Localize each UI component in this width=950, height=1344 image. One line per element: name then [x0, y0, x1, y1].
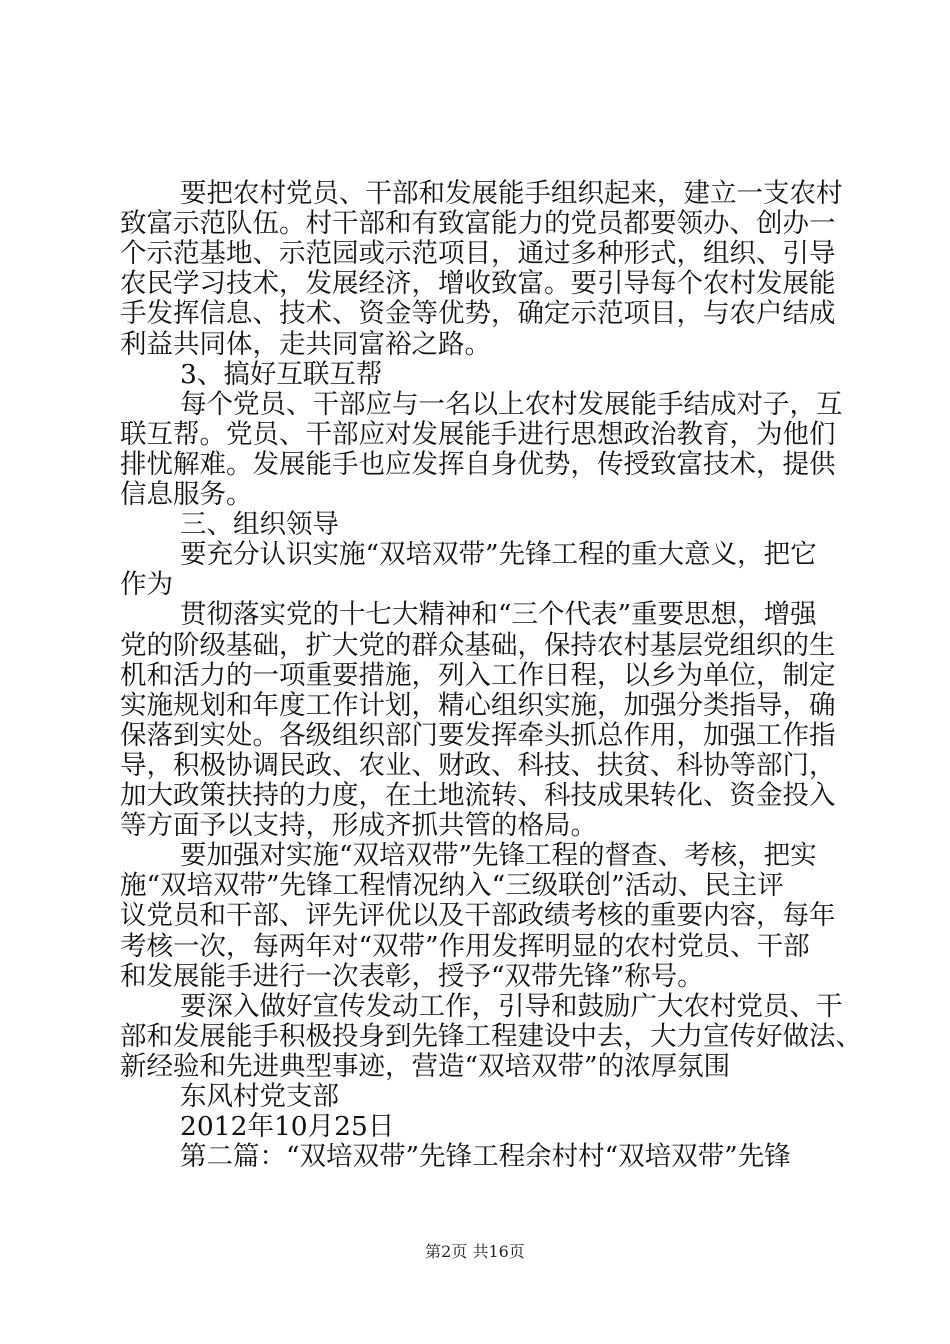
next-article-title: 第二篇：“双培双带”先锋工程余村村“双培双带”先锋 — [180, 1141, 791, 1173]
text-line: 部和发展能手积极投身到先锋工程建设中去，大力宣传好做法、 — [120, 1020, 862, 1052]
text-line: 手发挥信息、技术、资金等优势，确定示范项目，与农户结成 — [120, 298, 836, 330]
text-line: 保落到实处。各级组织部门要发挥牵头抓总作用，加强工作指 — [120, 719, 836, 751]
text-line: 每个党员、干部应与一名以上农村发展能手结成对子，互 — [180, 388, 843, 420]
text-line: 和发展能手进行一次表彰，授予“双带先锋”称号。 — [120, 960, 704, 992]
text-line: 导，积极协调民政、农业、财政、科技、扶贫、科协等部门， — [120, 749, 836, 781]
text-line: 机和活力的一项重要措施，列入工作日程，以乡为单位，制定 — [120, 659, 836, 691]
text-line: 要加强对实施“双培双带”先锋工程的督查、考核，把实 — [180, 840, 817, 872]
text-line: 致富示范队伍。村干部和有致富能力的党员都要领办、创办一 — [120, 208, 836, 240]
signature-date: 2012年10月25日 — [180, 1111, 395, 1143]
text-line: 联互帮。党员、干部应对发展能手进行思想政治教育，为他们 — [120, 418, 836, 450]
text-line: 要充分认识实施“双培双带”先锋工程的重大意义，把它 — [180, 539, 817, 571]
text-line: 贯彻落实党的十七大精神和“三个代表”重要思想，增强 — [180, 599, 817, 631]
text-line: 农民学习技术，发展经济，增收致富。要引导每个农村发展能 — [120, 268, 836, 300]
section-heading: 三、组织领导 — [180, 509, 339, 541]
text-line: 等方面予以支持，形成齐抓共管的格局。 — [120, 810, 597, 842]
section-heading: 3、搞好互联互帮 — [180, 358, 383, 390]
page-footer — [0, 1242, 950, 1262]
text-line: 加大政策扶持的力度，在土地流转、科技成果转化、资金投入 — [120, 780, 836, 811]
text-line: 排忧解难。发展能手也应发挥自身优势，传授致富技术，提供 — [120, 448, 836, 480]
text-line: 实施规划和年度工作计划，精心组织实施，加强分类指导，确 — [120, 689, 836, 721]
text-line: 新经验和先进典型事迹，营造“双培双带”的浓厚氛围 — [120, 1050, 731, 1082]
text-line: 党的阶级基础，扩大党的群众基础，保持农村基层党组织的生 — [120, 629, 836, 661]
text-line: 考核一次，每两年对“双带”作用发挥明显的农村党员、干部 — [120, 930, 810, 962]
text-line: 要深入做好宣传发动工作，引导和鼓励广大农村党员、干 — [180, 990, 843, 1022]
text-line: 信息服务。 — [120, 479, 253, 510]
text-line: 个示范基地、示范园或示范项目，通过多种形式，组织、引导 — [120, 238, 836, 270]
text-line: 作为 — [120, 569, 173, 601]
text-line: 要把农村党员、干部和发展能手组织起来，建立一支农村 — [180, 178, 843, 209]
text-line: 施“双培双带”先锋工程情况纳入“三级联创”活动、民主评 — [120, 870, 784, 902]
signature-org: 东风村党支部 — [180, 1081, 339, 1112]
page-number-label: 第2页 共16页 — [425, 1242, 525, 1261]
text-line: 利益共同体，走共同富裕之路。 — [120, 328, 491, 360]
text-line: 议党员和干部、评先评优以及干部政绩考核的重要内容，每年 — [120, 900, 836, 932]
